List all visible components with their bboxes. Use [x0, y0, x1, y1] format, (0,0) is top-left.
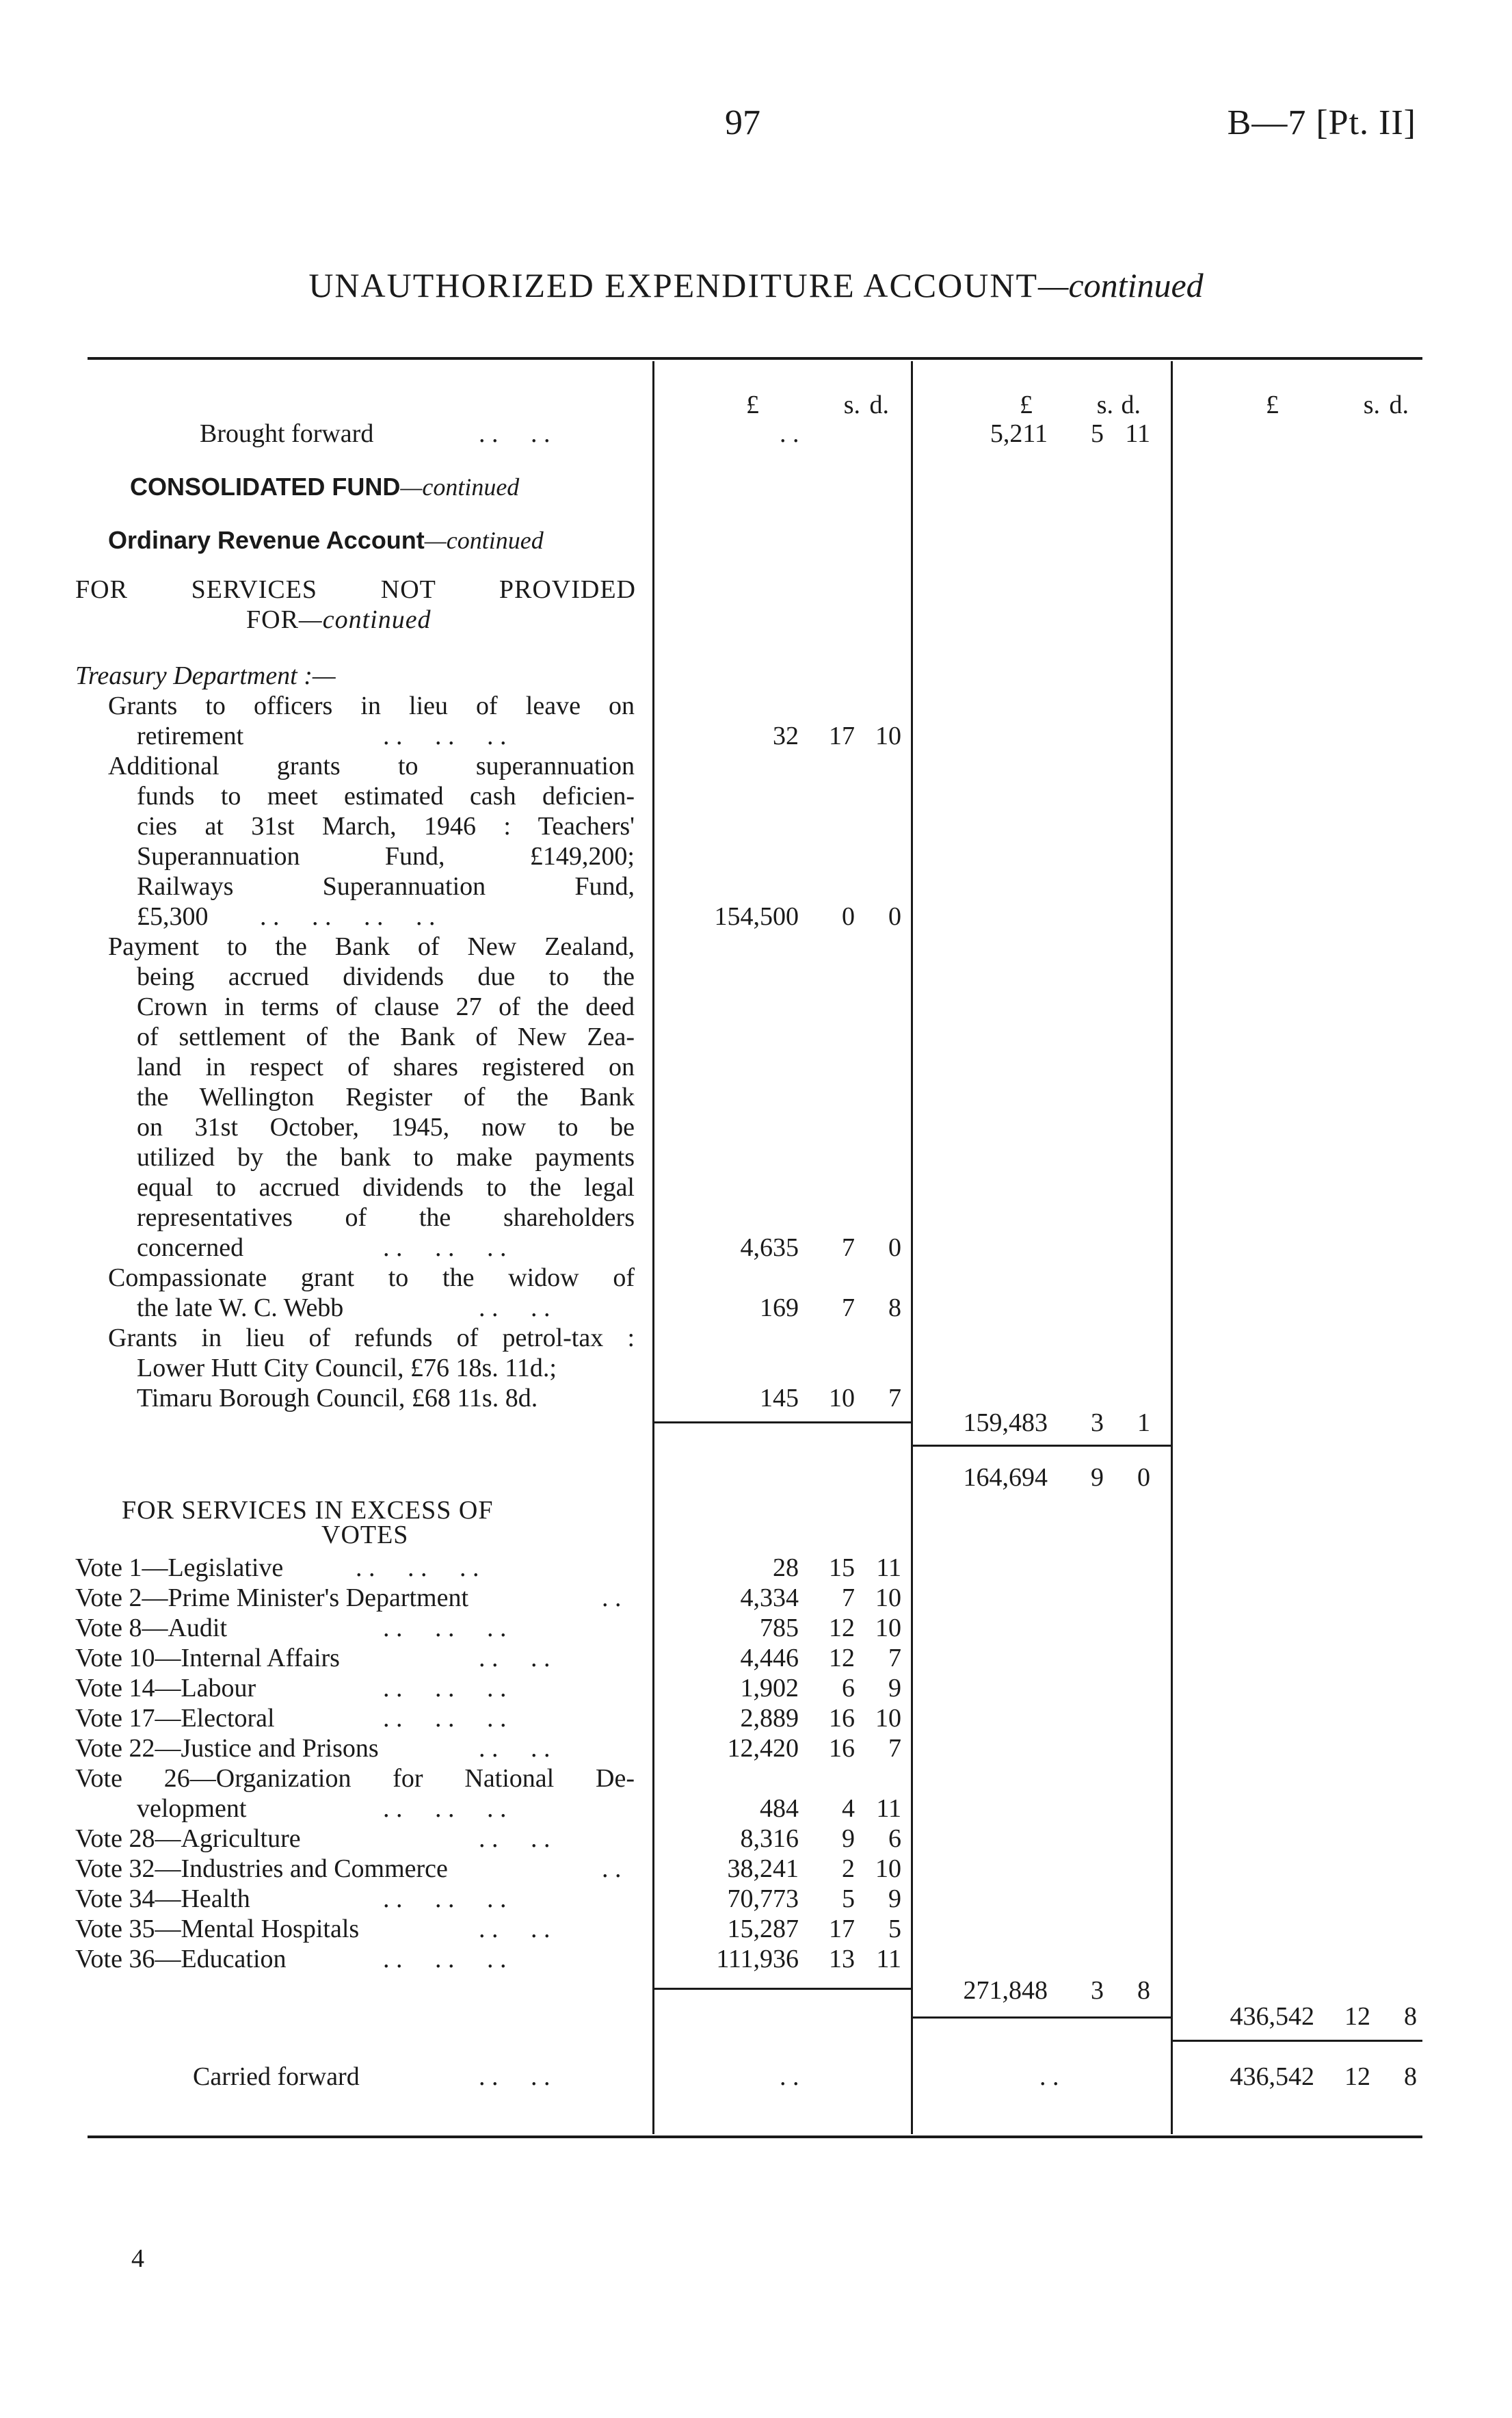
item3-line5: land in respect of shares registered on [137, 1053, 635, 1081]
item2-line6: £5,300 [137, 902, 209, 931]
vote-22-leaders: . . . . [479, 1734, 551, 1763]
services-heading-line2: FOR—continued [246, 605, 432, 634]
vote-22-label: Vote 22—Justice and Prisons [75, 1734, 379, 1763]
item2-line3: cies at 31st March, 1946 : Teachers' [137, 812, 635, 841]
column-divider-1 [652, 361, 654, 2134]
services-heading-line1: FOR SERVICES NOT PROVIDED [75, 575, 636, 604]
item2-leaders: . . . . . . . . [260, 902, 436, 931]
top-rule [88, 357, 1422, 360]
vote-34-leaders: . . . . . . [383, 1884, 507, 1913]
vote-26-label-cont: velopment [137, 1794, 247, 1823]
vote-1-leaders: . . . . . . [356, 1553, 479, 1582]
document-reference: B—7 [Pt. II] [1227, 103, 1416, 142]
column-divider-2 [911, 361, 913, 2134]
vote-8-label: Vote 8—Audit [75, 1614, 228, 1642]
vote-32-label: Vote 32—Industries and Commerce [75, 1854, 448, 1883]
col3-total-rule [1171, 2040, 1422, 2042]
title-suffix: —continued [1038, 266, 1204, 304]
account-heading: Ordinary Revenue Account—continued [108, 526, 544, 554]
col2-excess-rule [911, 2016, 1172, 2019]
item2-line1: Additional grants to superannuation [108, 752, 635, 780]
item2-line4: Superannuation Fund, £149,200; [137, 842, 635, 871]
item3-line1: Payment to the Bank of New Zealand, [108, 932, 635, 961]
item5-line1: Grants in lieu of refunds of petrol-tax : [108, 1324, 635, 1352]
vote-28-label: Vote 28—Agriculture [75, 1824, 301, 1853]
vote-14-label: Vote 14—Labour [75, 1674, 256, 1703]
vote-17-label: Vote 17—Electoral [75, 1704, 275, 1733]
item3-line7: on 31st October, 1945, now to be [137, 1113, 635, 1142]
item1-line2: retirement [137, 722, 244, 750]
carried-forward-label: Carried forward [193, 2062, 360, 2091]
item3-line8: utilized by the bank to make payments [137, 1143, 635, 1172]
vote-1-label: Vote 1—Legislative [75, 1553, 284, 1582]
item4-line1: Compassionate grant to the widow of [108, 1263, 635, 1292]
signature-mark: 4 [131, 2244, 144, 2273]
item1-leaders: . . . . . . [383, 722, 507, 750]
document-page: 97 B—7 [Pt. II] UNAUTHORIZED EXPENDITURE ACCOUNT—continued £ s. d. £ s. d. £ s. d. Brought forward . . . . . . 5,211 5 11 CONSOLIDATED FUND—continued Ordinary Revenue Account—continued FOR SERVICES NOT PROVIDED FOR—continued Treasury Department :— Grants to officers in lieu of leave on retirement . . . . . . 32 17 10 Additional grants to superannuation funds to meet estimated cash deficien- cies at 31st March, 1946 : Teachers' Superannuation Fund, £149,200; Railways Superannuation Fund, £5,300 . . . . . . . . 154,500 0 0 Payment to the Bank of New Zealand, being accrued dividends due to the Crown in terms of clause 27 of the deed of settlement of the Bank of New Zea- land in respect of shares registered on the Wellington Register of the Bank on 31st October, 1945, now to be utilized by the bank to make payments equal to accrued dividends to the legal representatives of the shareholders concerned . . . . . . 4,635 7 0 Compassionate grant to the widow of the late W. C. Webb . . . . 169 7 8 Grants in lieu of refunds of petrol-tax : Lower Hutt City Council, £76 18s. 11d.; Timaru Borough Council, £68 11s. 8d. 145 10 7 159,483 3 1 164,694 9 0 FOR SERVICES IN EXCESS OF VOTES Vote 1—Legislative . . . . . . 28 15 11 Vote 2—Prime Minister's Department . . 4,334 7 10 Vote 8—Audit . . . . . . 785 12 10 Vote 10—Internal Affairs . . . . 4,446 12 7 Vote 14—Labour . . . . . . 1,902 6 9 Vote 17—Electoral . . . . . . 2,889 16 10 Vote 22—Justice and Prisons . . . . 12,420 16 7 Vote 26—Organization for National De- velopment . . . . . . 484 4 11 Vote 28—Agriculture . . . . 8,316 9 6 Vote 32—Industries and Commerce . . 38,241 2 10 Vote 34—Health . . . . . . 70,773 5 9 Vote 35—Mental Hospitals . . . . 15,287 17 5 Vote 36—Education . . . . . . 111,936 13 11 271,848 3 8 436,542 12 8 Carried forward . . . . . . . . 436,542 12 8 4 [0, 0, 1512, 2418]
brought-forward-label: Brought forward [200, 419, 374, 448]
vote-10-label: Vote 10—Internal Affairs [75, 1644, 340, 1672]
vote-35-leaders: . . . . [479, 1915, 551, 1943]
item4-line2: the late W. C. Webb [137, 1293, 344, 1322]
item3-line11: concerned [137, 1233, 244, 1262]
vote-36-leaders: . . . . . . [383, 1945, 507, 1973]
item3-line6: the Wellington Register of the Bank [137, 1083, 635, 1112]
item2-line2: funds to meet estimated cash deficien- [137, 782, 635, 811]
carried-forward-col2: . . [1039, 2062, 1059, 2091]
carried-forward-col1: . . [780, 2062, 799, 2091]
vote-2-leaders: . . [602, 1583, 622, 1612]
col1-total-rule [652, 1421, 912, 1423]
item3-line2: being accrued dividends due to the [137, 962, 635, 991]
vote-32-leaders: . . [602, 1854, 622, 1883]
vote-10-leaders: . . . . [479, 1644, 551, 1672]
vote-8-leaders: . . . . . . [383, 1614, 507, 1642]
item4-leaders: . . . . [479, 1293, 551, 1322]
bottom-rule [88, 2136, 1422, 2138]
vote-2-label: Vote 2—Prime Minister's Department [75, 1583, 469, 1612]
item1-line1: Grants to officers in lieu of leave on [108, 692, 635, 720]
item3-line10: representatives of the shareholders [137, 1203, 635, 1232]
vote-26-label: Vote 26—Organization for National De- [75, 1764, 635, 1793]
brought-forward-leaders: . . . . [479, 419, 551, 448]
carried-forward-leaders: . . . . [479, 2062, 551, 2091]
vote-14-leaders: . . . . . . [383, 1674, 507, 1703]
vote-35-label: Vote 35—Mental Hospitals [75, 1915, 360, 1943]
vote-28-leaders: . . . . [479, 1824, 551, 1853]
col2-total-rule [911, 1445, 1172, 1447]
fund-heading: CONSOLIDATED FUND—continued [130, 473, 520, 501]
page-title [0, 265, 1512, 305]
item3-line4: of settlement of the Bank of New Zea- [137, 1023, 635, 1051]
col1-excess-rule [652, 1988, 912, 1990]
item5-line2: Lower Hutt City Council, £76 18s. 11d.; [137, 1354, 557, 1382]
title-main: UNAUTHORIZED EXPENDITURE ACCOUNT [308, 266, 1039, 304]
page-number: 97 [725, 103, 760, 142]
excess-heading-line1: FOR SERVICES IN EXCESS OF [122, 1496, 494, 1525]
item3-line9: equal to accrued dividends to the legal [137, 1173, 635, 1202]
item3-line3: Crown in terms of clause 27 of the deed [137, 993, 635, 1021]
treasury-label: Treasury Department :— [75, 661, 336, 690]
vote-34-label: Vote 34—Health [75, 1884, 250, 1913]
column-divider-3 [1171, 361, 1173, 2134]
vote-36-label: Vote 36—Education [75, 1945, 287, 1973]
vote-26-leaders: . . . . . . [383, 1794, 507, 1823]
vote-17-leaders: . . . . . . [383, 1704, 507, 1733]
item2-line5: Railways Superannuation Fund, [137, 872, 635, 901]
item5-line3: Timaru Borough Council, £68 11s. 8d. [137, 1384, 538, 1412]
excess-heading-line2: VOTES [321, 1521, 409, 1549]
item3-leaders: . . . . . . [383, 1233, 507, 1262]
brought-forward-col1: . . [780, 419, 799, 448]
